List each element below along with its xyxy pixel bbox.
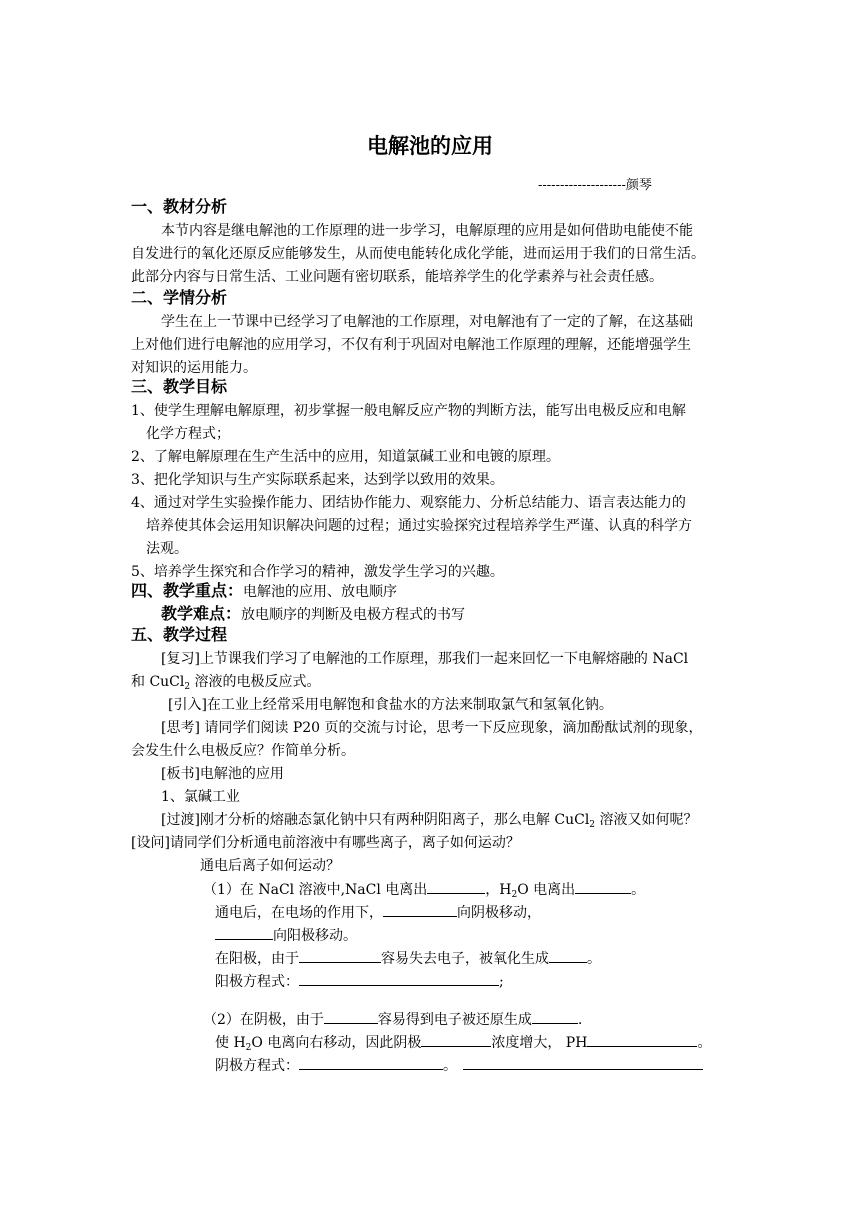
text-run: 阴极方程式： xyxy=(215,1058,299,1074)
text-run: 浓度增大， PH xyxy=(491,1035,588,1051)
fill-blank[interactable] xyxy=(299,947,381,963)
text-run: ，H xyxy=(485,882,512,898)
exercise-line xyxy=(203,1008,582,1030)
text-run: 阳极方程式： xyxy=(215,974,299,990)
text-run: 向阳极移动。 xyxy=(273,928,357,944)
paragraph-line: 学生在上一节课中已经学习了电解池的工作原理，对电解池有了一定的了解，在这基础 xyxy=(161,314,693,330)
difficulty-text: 放电顺序的判断及电极方程式的书写 xyxy=(241,607,466,623)
subscript: 2 xyxy=(245,1043,252,1053)
intro-line: [引入]在工业上经常采用电解饱和食盐水的方法来制取氯气和氢氧化钠。 xyxy=(168,697,613,713)
section-heading-3: 三、教学目标 xyxy=(131,377,228,396)
fill-blank[interactable] xyxy=(299,970,499,986)
text-run: O 电离向右移动，因此阴极 xyxy=(251,1035,422,1051)
difficulty-label: 教学难点： xyxy=(161,604,242,623)
exercise-line xyxy=(215,947,601,969)
subscript: 2 xyxy=(511,890,518,900)
text-run: ; xyxy=(499,974,504,990)
fill-blank[interactable] xyxy=(532,1008,578,1024)
section-heading-5: 五、教学过程 xyxy=(131,625,228,644)
text-run: （1）在 NaCl 溶液中,NaCl 电离出 xyxy=(203,882,428,898)
section-heading-2: 二、学情分析 xyxy=(131,288,228,307)
text-run: [过渡]刚才分析的熔融态氯化钠中只有两种阴阳离子，那么电解 CuCl xyxy=(161,812,590,828)
fill-blank[interactable] xyxy=(549,947,587,963)
objective-item: 3、把化学知识与生产实际联系起来，达到学以致用的效果。 xyxy=(131,472,504,488)
exercise-line xyxy=(215,901,541,923)
exercise-line xyxy=(203,878,645,900)
text-run: （2）在阴极，由于 xyxy=(203,1012,324,1028)
section-heading-1: 一、教材分析 xyxy=(131,197,228,216)
fill-blank[interactable] xyxy=(575,878,631,894)
subscript: 2 xyxy=(184,682,191,692)
question-line: 通电后离子如何运动？ xyxy=(200,858,340,874)
question-line: [设问]请同学们分析通电前溶液中有哪些离子，离子如何运动？ xyxy=(131,835,520,851)
paragraph-line: 上对他们进行电解池的应用学习，不仅有利于巩固对电解池工作原理的理解，还能增强学生 xyxy=(131,337,691,353)
focus-text: 电解池的应用、放电顺序 xyxy=(243,584,398,600)
fill-blank[interactable] xyxy=(299,1054,443,1070)
objective-item: 1、使学生理解电解原理，初步掌握一般电解反应产物的判断方法，能写出电极反应和电解 xyxy=(131,403,686,419)
exercise-line xyxy=(215,1031,711,1053)
objective-item: 化学方程式； xyxy=(146,426,230,442)
text-run: 。 xyxy=(443,1058,457,1074)
exercise-line xyxy=(215,970,504,992)
text-run: 向阴极移动， xyxy=(457,905,541,921)
text-run: 和 CuCl xyxy=(131,674,185,690)
objective-item: 5、培养学生探究和合作学习的精神，激发学生学习的兴趣。 xyxy=(131,564,504,580)
fill-blank[interactable] xyxy=(324,1008,378,1024)
author-line: --------------------颜琴 xyxy=(538,178,652,193)
fill-blank[interactable] xyxy=(383,901,457,917)
review-line: [复习]上节课我们学习了电解池的工作原理，那我们一起来回忆一下电解熔融的 NaCl xyxy=(161,651,689,667)
board-line: [板书]电解池的应用 xyxy=(161,766,284,782)
text-run: 在阳极，由于 xyxy=(215,951,299,967)
text-run: 容易失去电子，被氧化生成 xyxy=(381,951,549,967)
objective-item: 法观。 xyxy=(146,541,188,557)
paragraph-line: 自发进行的氧化还原反应能够发生，从而使电能转化成化学能，进而运用于我们的日常生活。 xyxy=(131,246,705,262)
text-run: 。 xyxy=(697,1035,712,1051)
transition-line xyxy=(161,809,697,831)
focus-label: 四、教学重点： xyxy=(131,581,244,600)
objective-item: 培养使其体会运用知识解决问题的过程；通过实验探究过程培养学生严谨、认真的科学方 xyxy=(146,518,692,534)
think-line: [思考] 请同学们阅读 P20 页的交流与讨论，思考一下反应现象，滴加酚酞试剂的现象， xyxy=(161,720,703,736)
objective-item: 2、了解电解原理在生产生活中的应用，知道氯碱工业和电镀的原理。 xyxy=(131,449,560,465)
fill-blank[interactable] xyxy=(463,1054,703,1070)
paragraph-line: 此部分内容与日常生活、工业问题有密切联系，能培养学生的化学素养与社会责任感。 xyxy=(131,269,663,285)
text-run: 通电后，在电场的作用下， xyxy=(215,905,383,921)
paragraph-line: 对知识的运用能力。 xyxy=(131,360,257,376)
text-run: 容易得到电子被还原生成 xyxy=(377,1012,532,1028)
think-line: 会发生什么电极反应？作简单分析。 xyxy=(131,743,355,759)
fill-blank[interactable] xyxy=(427,878,485,894)
text-run: 溶液的电极反应式。 xyxy=(190,674,321,690)
fill-blank[interactable] xyxy=(421,1031,491,1047)
document-title: 电解池的应用 xyxy=(367,134,493,158)
text-run: 。 xyxy=(631,882,646,898)
section-heading-4 xyxy=(131,580,397,602)
exercise-line xyxy=(215,924,357,946)
paragraph-line: 本节内容是继电解池的工作原理的进一步学习，电解原理的应用是如何借助电能使不能 xyxy=(161,223,693,239)
fill-blank[interactable] xyxy=(587,1031,697,1047)
text-run: . xyxy=(577,1012,583,1028)
fill-blank[interactable] xyxy=(215,924,273,940)
difficulty-line xyxy=(161,603,465,625)
exercise-line xyxy=(215,1054,703,1076)
text-run: 。 xyxy=(587,951,601,967)
review-line xyxy=(131,671,321,693)
subscript: 2 xyxy=(589,820,596,830)
text-run: O 电离出 xyxy=(517,882,576,898)
item-heading: 1、氯碱工业 xyxy=(161,789,240,805)
objective-item: 4、通过对学生实验操作能力、团结协作能力、观察能力、分析总结能力、语言表达能力的 xyxy=(131,495,686,511)
text-run: 使 H xyxy=(215,1035,246,1051)
text-run: 溶液又如何呢？ xyxy=(595,812,698,828)
